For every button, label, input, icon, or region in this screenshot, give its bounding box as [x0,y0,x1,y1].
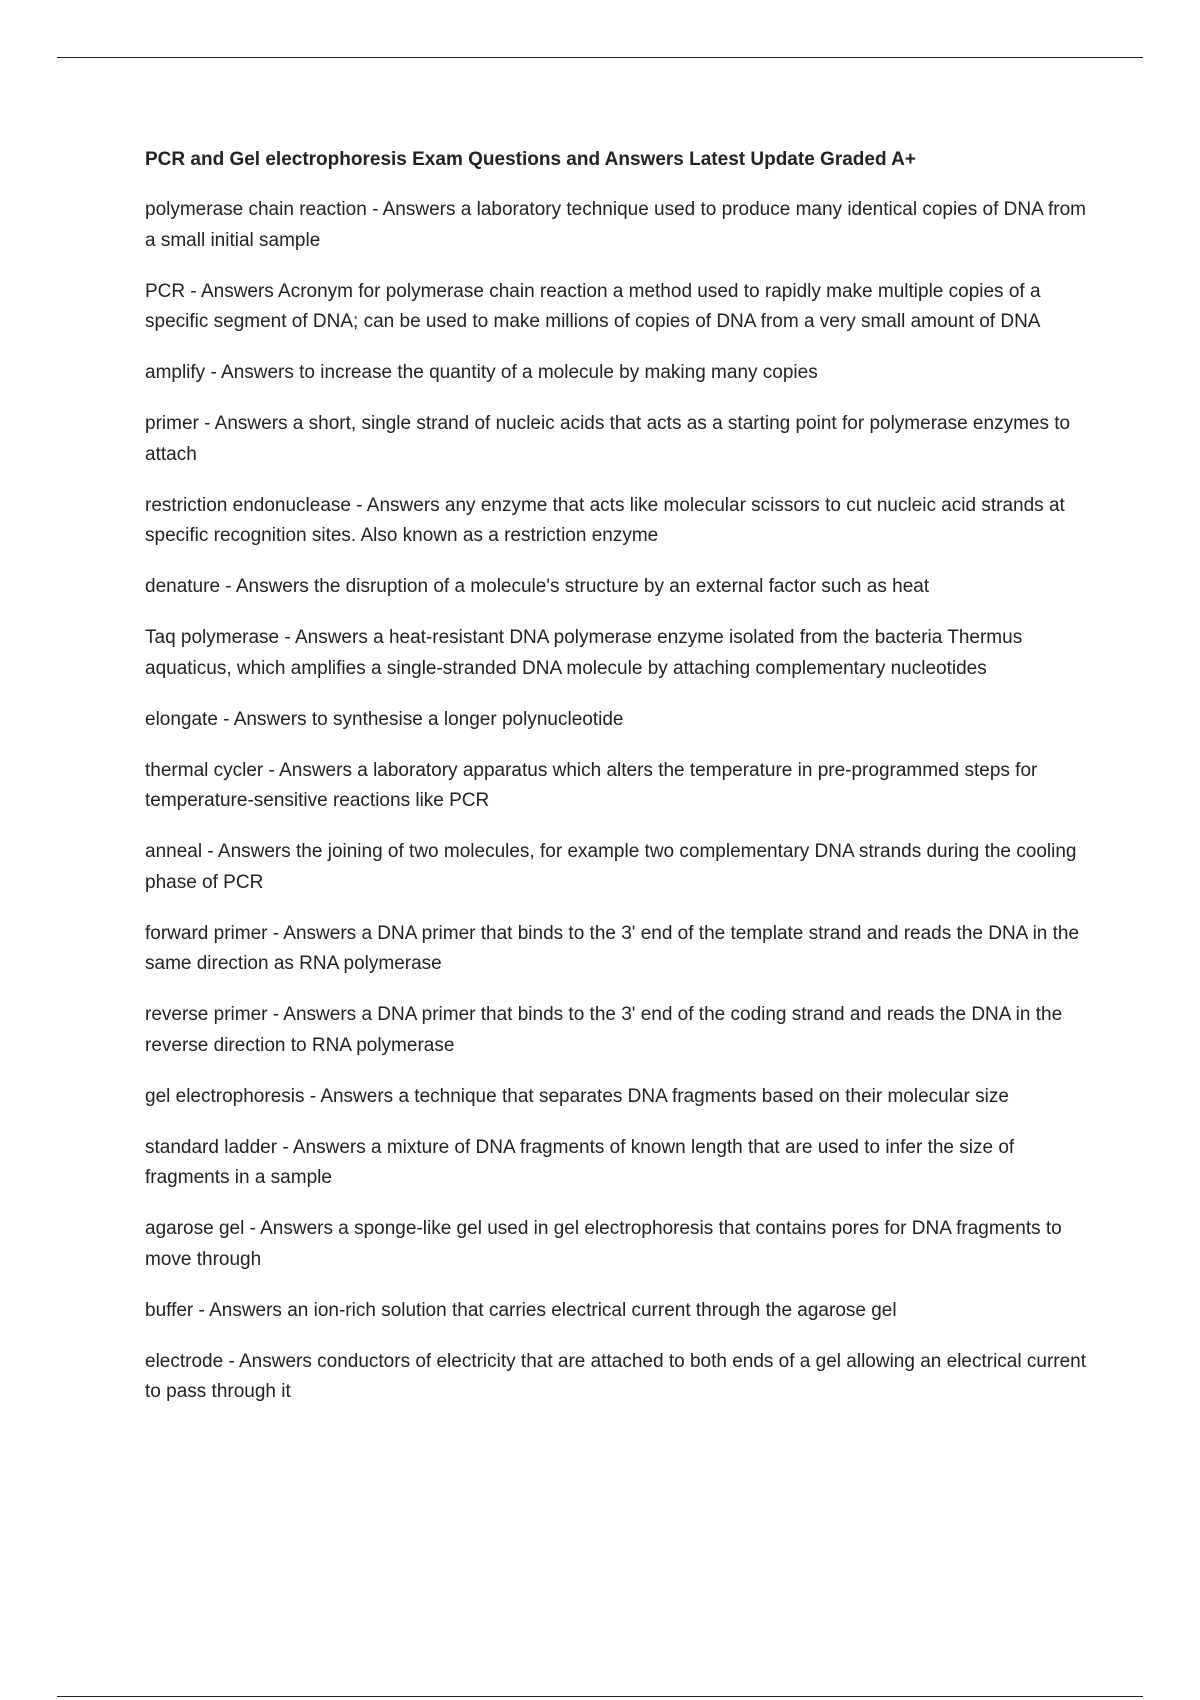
qa-entry: thermal cycler - Answers a laboratory apparatus which alters the temperature in pre-programmed steps for temperature-sensitive reactions like PCR [145,759,1038,811]
qa-entry: restriction endonuclease - Answers any enzyme that acts like molecular scissors to cut nucleic acid strands at specific recognition sites. Also known as a restriction enzyme [145,494,1065,546]
document-body [145,145,1095,1428]
qa-entry: electrode - Answers conductors of electricity that are attached to both ends of a gel allowing an electrical current to pass through it [145,1350,1087,1402]
qa-entry: agarose gel - Answers a sponge-like gel used in gel electrophoresis that contains pores for DNA fragments to move through [145,1218,1062,1270]
top-rule [57,57,1143,58]
qa-entry: standard ladder - Answers a mixture of DNA fragments of known length that are used to infer the size of fragments in a sample [145,1136,1015,1188]
qa-entry: polymerase chain reaction - Answers a laboratory technique used to produce many identical copies of DNA from a small initial sample [145,199,1086,251]
qa-entry: PCR - Answers Acronym for polymerase chain reaction a method used to rapidly make multiple copies of a specific segment of DNA; can be used to make millions of copies of DNA from a very small amount of DNA [145,280,1041,332]
qa-entry: reverse primer - Answers a DNA primer that binds to the 3' end of the coding strand and reads the DNA in the reverse direction to RNA polymerase [145,1004,1063,1056]
qa-entry: forward primer - Answers a DNA primer that binds to the 3' end of the template strand and reads the DNA in the same direction as RNA polymerase [145,922,1080,974]
document-title: PCR and Gel electrophoresis Exam Questions and Answers Latest Update Graded A+ [145,149,916,170]
qa-entry: anneal - Answers the joining of two molecules, for example two complementary DNA strands during the cooling phase of PCR [145,841,1077,893]
qa-entry: amplify - Answers to increase the quantity of a molecule by making many copies [145,362,818,383]
qa-entry: Taq polymerase - Answers a heat-resistant DNA polymerase enzyme isolated from the bacteria Thermus aquaticus, which amplifies a single-stranded DNA molecule by attaching complementary nucleotides [145,627,1023,679]
qa-entry: buffer - Answers an ion-rich solution that carries electrical current through the agarose gel [145,1299,897,1321]
qa-entry: gel electrophoresis - Answers a technique that separates DNA fragments based on their molecular size [145,1085,1009,1107]
qa-entry: primer - Answers a short, single strand of nucleic acids that acts as a starting point for polymerase enzymes to attach [145,413,1071,465]
bottom-rule [57,1696,1143,1697]
qa-entry: elongate - Answers to synthesise a longer polynucleotide [145,708,624,730]
qa-entry: denature - Answers the disruption of a molecule's structure by an external factor such as heat [145,576,930,597]
